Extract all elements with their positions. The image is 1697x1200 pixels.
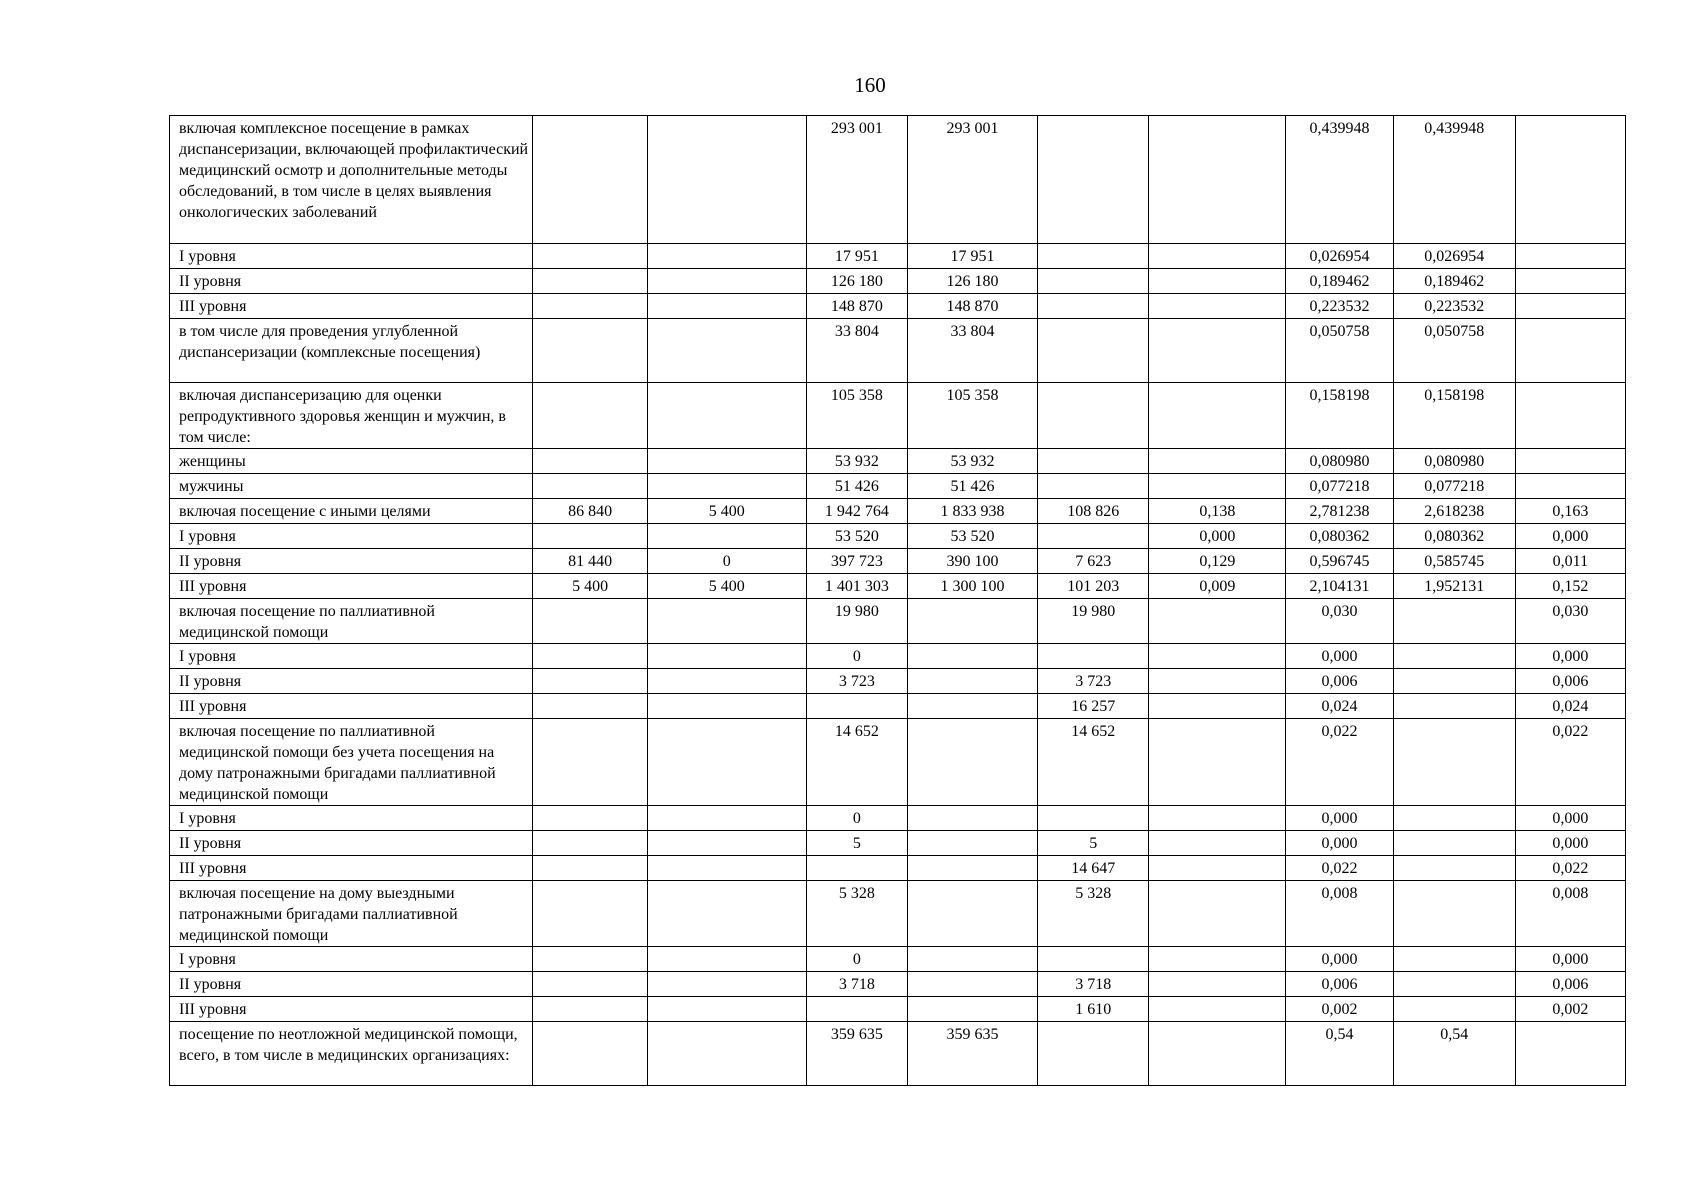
table-row: [170, 599, 1626, 644]
row-label: III уровня: [170, 694, 533, 719]
cell-c1: 86 840: [533, 499, 647, 524]
cell-c5: 7 623: [1038, 549, 1149, 574]
cell-c1: [533, 997, 647, 1022]
cell-c5: [1038, 294, 1149, 319]
cell-c5: 1 610: [1038, 997, 1149, 1022]
cell-c9: 0,000: [1515, 524, 1625, 549]
cell-c6: 0,138: [1149, 499, 1286, 524]
row-label: включая посещение по паллиативной медицинской помощи без учета посещения на дому патронажными бригадами паллиативной медицинской помощи: [170, 719, 533, 806]
cell-c4: 53 520: [907, 524, 1037, 549]
cell-c4: 293 001: [907, 116, 1037, 244]
cell-c2: [647, 599, 806, 644]
cell-c7: 0,189462: [1286, 269, 1393, 294]
cell-c2: [647, 856, 806, 881]
cell-c5: 5: [1038, 831, 1149, 856]
row-label: включая посещение по паллиативной медицинской помощи: [170, 599, 533, 644]
table-row: [170, 383, 1626, 449]
cell-c1: [533, 116, 647, 244]
cell-c2: [647, 524, 806, 549]
table-row: [170, 294, 1626, 319]
cell-c7: 0,596745: [1286, 549, 1393, 574]
row-label: II уровня: [170, 831, 533, 856]
cell-c8: 0,077218: [1393, 474, 1515, 499]
cell-c5: [1038, 449, 1149, 474]
cell-c7: 0,000: [1286, 806, 1393, 831]
table-row: [170, 856, 1626, 881]
cell-c1: [533, 694, 647, 719]
cell-c7: 0,022: [1286, 719, 1393, 806]
cell-c3: 5 328: [806, 881, 907, 947]
cell-c3: [806, 856, 907, 881]
row-label: мужчины: [170, 474, 533, 499]
cell-c5: 5 328: [1038, 881, 1149, 947]
cell-c5: 19 980: [1038, 599, 1149, 644]
cell-c8: 0,080362: [1393, 524, 1515, 549]
table-row: [170, 831, 1626, 856]
cell-c6: [1149, 294, 1286, 319]
table-row: [170, 499, 1626, 524]
cell-c2: [647, 694, 806, 719]
cell-c5: 14 652: [1038, 719, 1149, 806]
cell-c5: [1038, 524, 1149, 549]
cell-c7: 0,080362: [1286, 524, 1393, 549]
cell-c6: [1149, 449, 1286, 474]
cell-c6: [1149, 474, 1286, 499]
cell-c3: 359 635: [806, 1022, 907, 1086]
cell-c4: [907, 856, 1037, 881]
cell-c9: [1515, 383, 1625, 449]
cell-c2: [647, 947, 806, 972]
cell-c5: [1038, 116, 1149, 244]
cell-c8: [1393, 997, 1515, 1022]
cell-c9: [1515, 116, 1625, 244]
cell-c4: 105 358: [907, 383, 1037, 449]
cell-c8: [1393, 669, 1515, 694]
cell-c2: [647, 244, 806, 269]
table-row: [170, 319, 1626, 383]
cell-c4: 1 833 938: [907, 499, 1037, 524]
cell-c1: [533, 474, 647, 499]
row-label: женщины: [170, 449, 533, 474]
cell-c8: [1393, 881, 1515, 947]
cell-c6: [1149, 599, 1286, 644]
cell-c2: [647, 806, 806, 831]
cell-c6: [1149, 116, 1286, 244]
cell-c9: [1515, 294, 1625, 319]
table-row: [170, 806, 1626, 831]
cell-c4: [907, 881, 1037, 947]
cell-c6: [1149, 644, 1286, 669]
cell-c8: [1393, 599, 1515, 644]
cell-c1: [533, 947, 647, 972]
cell-c7: 0,050758: [1286, 319, 1393, 383]
cell-c9: 0,163: [1515, 499, 1625, 524]
cell-c7: 0,002: [1286, 997, 1393, 1022]
row-label: II уровня: [170, 269, 533, 294]
row-label: II уровня: [170, 549, 533, 574]
cell-c4: 17 951: [907, 244, 1037, 269]
cell-c8: 0,026954: [1393, 244, 1515, 269]
cell-c8: [1393, 831, 1515, 856]
cell-c5: 3 723: [1038, 669, 1149, 694]
cell-c7: 0,158198: [1286, 383, 1393, 449]
cell-c8: [1393, 644, 1515, 669]
cell-c7: 0,006: [1286, 669, 1393, 694]
cell-c7: 0,000: [1286, 947, 1393, 972]
row-label: III уровня: [170, 574, 533, 599]
cell-c3: 0: [806, 644, 907, 669]
cell-c4: [907, 947, 1037, 972]
cell-c4: 53 932: [907, 449, 1037, 474]
cell-c9: 0,011: [1515, 549, 1625, 574]
cell-c8: 2,618238: [1393, 499, 1515, 524]
cell-c3: 19 980: [806, 599, 907, 644]
cell-c8: [1393, 856, 1515, 881]
cell-c2: [647, 997, 806, 1022]
cell-c6: [1149, 947, 1286, 972]
cell-c5: [1038, 1022, 1149, 1086]
cell-c7: 0,077218: [1286, 474, 1393, 499]
cell-c9: 0,022: [1515, 719, 1625, 806]
cell-c4: [907, 644, 1037, 669]
cell-c5: 16 257: [1038, 694, 1149, 719]
cell-c1: [533, 1022, 647, 1086]
row-label: I уровня: [170, 524, 533, 549]
cell-c2: [647, 881, 806, 947]
cell-c9: [1515, 319, 1625, 383]
cell-c9: 0,030: [1515, 599, 1625, 644]
table-row: [170, 244, 1626, 269]
cell-c3: 148 870: [806, 294, 907, 319]
cell-c6: [1149, 694, 1286, 719]
cell-c7: 0,008: [1286, 881, 1393, 947]
cell-c5: 3 718: [1038, 972, 1149, 997]
cell-c8: 0,080980: [1393, 449, 1515, 474]
cell-c1: [533, 244, 647, 269]
cell-c8: [1393, 947, 1515, 972]
cell-c6: [1149, 269, 1286, 294]
cell-c3: 397 723: [806, 549, 907, 574]
table-row: [170, 524, 1626, 549]
cell-c9: 0,000: [1515, 947, 1625, 972]
row-label: включая посещение на дому выездными патронажными бригадами паллиативной медицинской помощи: [170, 881, 533, 947]
row-label: I уровня: [170, 244, 533, 269]
cell-c1: [533, 831, 647, 856]
cell-c7: 0,223532: [1286, 294, 1393, 319]
cell-c9: [1515, 244, 1625, 269]
cell-c9: 0,002: [1515, 997, 1625, 1022]
cell-c6: [1149, 806, 1286, 831]
cell-c3: [806, 694, 907, 719]
cell-c8: 1,952131: [1393, 574, 1515, 599]
cell-c6: [1149, 856, 1286, 881]
table-row: [170, 947, 1626, 972]
cell-c2: [647, 319, 806, 383]
cell-c6: [1149, 972, 1286, 997]
cell-c4: 126 180: [907, 269, 1037, 294]
cell-c1: [533, 669, 647, 694]
row-label: II уровня: [170, 669, 533, 694]
table-row: [170, 269, 1626, 294]
cell-c9: 0,000: [1515, 644, 1625, 669]
table-row: [170, 997, 1626, 1022]
cell-c4: [907, 694, 1037, 719]
cell-c1: [533, 719, 647, 806]
page-number: 160: [854, 73, 886, 97]
cell-c1: [533, 269, 647, 294]
cell-c4: [907, 599, 1037, 644]
cell-c2: [647, 644, 806, 669]
cell-c6: [1149, 881, 1286, 947]
cell-c8: [1393, 972, 1515, 997]
row-label: I уровня: [170, 947, 533, 972]
cell-c7: 2,781238: [1286, 499, 1393, 524]
cell-c9: [1515, 269, 1625, 294]
cell-c6: 0,129: [1149, 549, 1286, 574]
row-label: I уровня: [170, 644, 533, 669]
cell-c4: [907, 831, 1037, 856]
cell-c9: 0,006: [1515, 669, 1625, 694]
cell-c7: 0,439948: [1286, 116, 1393, 244]
cell-c1: [533, 383, 647, 449]
row-label: I уровня: [170, 806, 533, 831]
cell-c1: [533, 319, 647, 383]
cell-c3: 126 180: [806, 269, 907, 294]
cell-c2: [647, 719, 806, 806]
row-label: III уровня: [170, 856, 533, 881]
cell-c8: 0,223532: [1393, 294, 1515, 319]
cell-c6: [1149, 719, 1286, 806]
cell-c1: [533, 856, 647, 881]
cell-c4: 1 300 100: [907, 574, 1037, 599]
table-row: [170, 116, 1626, 244]
cell-c9: 0,000: [1515, 806, 1625, 831]
cell-c2: [647, 116, 806, 244]
cell-c6: [1149, 244, 1286, 269]
cell-c5: [1038, 947, 1149, 972]
cell-c8: 0,54: [1393, 1022, 1515, 1086]
cell-c1: [533, 599, 647, 644]
cell-c3: 293 001: [806, 116, 907, 244]
cell-c5: [1038, 383, 1149, 449]
cell-c8: 0,189462: [1393, 269, 1515, 294]
cell-c8: [1393, 694, 1515, 719]
cell-c3: 1 401 303: [806, 574, 907, 599]
cell-c4: 390 100: [907, 549, 1037, 574]
cell-c3: 1 942 764: [806, 499, 907, 524]
cell-c7: 0,024: [1286, 694, 1393, 719]
cell-c3: 17 951: [806, 244, 907, 269]
cell-c1: [533, 294, 647, 319]
cell-c3: 51 426: [806, 474, 907, 499]
cell-c2: [647, 669, 806, 694]
cell-c4: 359 635: [907, 1022, 1037, 1086]
table-row: [170, 669, 1626, 694]
cell-c1: 81 440: [533, 549, 647, 574]
cell-c4: [907, 806, 1037, 831]
cell-c4: [907, 972, 1037, 997]
cell-c4: 51 426: [907, 474, 1037, 499]
cell-c2: 5 400: [647, 499, 806, 524]
cell-c8: [1393, 806, 1515, 831]
row-label: в том числе для проведения углубленной диспансеризации (комплексные посещения): [170, 319, 533, 383]
cell-c1: [533, 972, 647, 997]
table-body: [170, 116, 1626, 1086]
cell-c2: [647, 831, 806, 856]
table-row: [170, 644, 1626, 669]
cell-c2: 5 400: [647, 574, 806, 599]
row-label: включая комплексное посещение в рамках диспансеризации, включающей профилактический медицинский осмотр и дополнительные методы обследований, в том числе в целях выявления онкологических заболеваний: [170, 116, 533, 244]
cell-c8: 0,158198: [1393, 383, 1515, 449]
cell-c4: [907, 997, 1037, 1022]
cell-c7: 0,080980: [1286, 449, 1393, 474]
cell-c4: [907, 719, 1037, 806]
cell-c3: 3 718: [806, 972, 907, 997]
table-row: [170, 694, 1626, 719]
cell-c2: [647, 383, 806, 449]
cell-c8: 0,439948: [1393, 116, 1515, 244]
cell-c5: [1038, 806, 1149, 831]
cell-c1: [533, 524, 647, 549]
cell-c6: 0,000: [1149, 524, 1286, 549]
cell-c5: 108 826: [1038, 499, 1149, 524]
cell-c4: 148 870: [907, 294, 1037, 319]
cell-c7: 0,022: [1286, 856, 1393, 881]
row-label: II уровня: [170, 972, 533, 997]
cell-c7: 0,006: [1286, 972, 1393, 997]
cell-c3: 5: [806, 831, 907, 856]
cell-c3: 14 652: [806, 719, 907, 806]
table-row: [170, 574, 1626, 599]
cell-c5: [1038, 244, 1149, 269]
cell-c3: 0: [806, 947, 907, 972]
cell-c8: 0,050758: [1393, 319, 1515, 383]
cell-c7: 0,000: [1286, 831, 1393, 856]
cell-c2: [647, 1022, 806, 1086]
table-row: [170, 474, 1626, 499]
cell-c3: 33 804: [806, 319, 907, 383]
cell-c3: 3 723: [806, 669, 907, 694]
cell-c4: [907, 669, 1037, 694]
table-row: [170, 719, 1626, 806]
cell-c3: 0: [806, 806, 907, 831]
cell-c2: [647, 269, 806, 294]
row-label: III уровня: [170, 997, 533, 1022]
cell-c1: [533, 806, 647, 831]
cell-c6: [1149, 1022, 1286, 1086]
cell-c9: [1515, 1022, 1625, 1086]
cell-c7: 2,104131: [1286, 574, 1393, 599]
cell-c5: [1038, 269, 1149, 294]
cell-c9: 0,006: [1515, 972, 1625, 997]
cell-c6: [1149, 383, 1286, 449]
cell-c7: 0,030: [1286, 599, 1393, 644]
table-row: [170, 1022, 1626, 1086]
cell-c9: 0,024: [1515, 694, 1625, 719]
cell-c6: [1149, 997, 1286, 1022]
table-row: [170, 972, 1626, 997]
cell-c6: [1149, 319, 1286, 383]
cell-c5: [1038, 474, 1149, 499]
cell-c3: [806, 997, 907, 1022]
cell-c7: 0,000: [1286, 644, 1393, 669]
cell-c3: 53 932: [806, 449, 907, 474]
cell-c3: 105 358: [806, 383, 907, 449]
cell-c1: 5 400: [533, 574, 647, 599]
cell-c5: [1038, 644, 1149, 669]
cell-c5: 14 647: [1038, 856, 1149, 881]
cell-c2: [647, 294, 806, 319]
cell-c1: [533, 449, 647, 474]
cell-c9: 0,008: [1515, 881, 1625, 947]
cell-c9: 0,152: [1515, 574, 1625, 599]
table-row: [170, 549, 1626, 574]
cell-c9: [1515, 474, 1625, 499]
cell-c2: 0: [647, 549, 806, 574]
cell-c2: [647, 474, 806, 499]
cell-c1: [533, 881, 647, 947]
cell-c5: [1038, 319, 1149, 383]
cell-c6: [1149, 831, 1286, 856]
cell-c2: [647, 972, 806, 997]
row-label: посещение по неотложной медицинской помощи, всего, в том числе в медицинских организациях:: [170, 1022, 533, 1086]
cell-c9: 0,022: [1515, 856, 1625, 881]
table-row: [170, 449, 1626, 474]
cell-c5: 101 203: [1038, 574, 1149, 599]
cell-c3: 53 520: [806, 524, 907, 549]
cell-c6: 0,009: [1149, 574, 1286, 599]
row-label: III уровня: [170, 294, 533, 319]
row-label: включая диспансеризацию для оценки репродуктивного здоровья женщин и мужчин, в том числе:: [170, 383, 533, 449]
cell-c7: 0,026954: [1286, 244, 1393, 269]
cell-c4: 33 804: [907, 319, 1037, 383]
cell-c8: [1393, 719, 1515, 806]
cell-c7: 0,54: [1286, 1022, 1393, 1086]
table-row: [170, 881, 1626, 947]
cell-c9: 0,000: [1515, 831, 1625, 856]
row-label: включая посещение с иными целями: [170, 499, 533, 524]
cell-c2: [647, 449, 806, 474]
data-table: [169, 115, 1626, 1086]
cell-c1: [533, 644, 647, 669]
cell-c9: [1515, 449, 1625, 474]
cell-c6: [1149, 669, 1286, 694]
cell-c8: 0,585745: [1393, 549, 1515, 574]
